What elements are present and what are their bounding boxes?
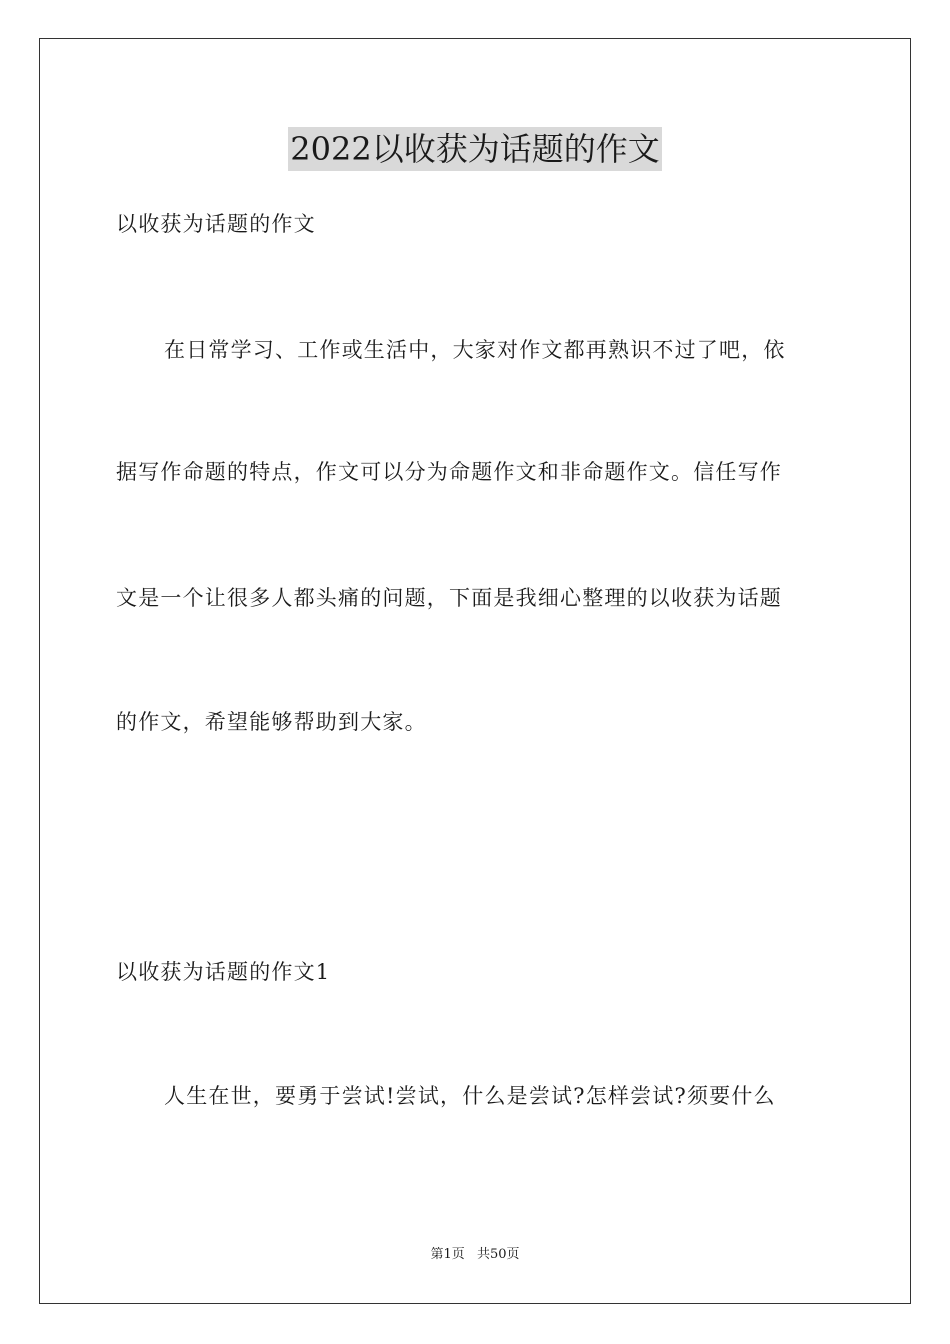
section-heading: 以收获为话题的作文1 (116, 960, 331, 984)
document-subtitle: 以收获为话题的作文 (116, 212, 316, 236)
page-number: 第1页 (430, 1247, 465, 1262)
body-line-1: 人生在世，要勇于尝试!尝试，什么是尝试?怎样尝试?须要什么 (164, 1084, 776, 1108)
title-wrap (0, 127, 950, 171)
page-footer (0, 1246, 950, 1264)
intro-line-3: 文是一个让很多人都头痛的问题，下面是我细心整理的以收获为话题 (116, 586, 782, 610)
intro-line-1: 在日常学习、工作或生活中，大家对作文都再熟识不过了吧，依 (164, 338, 786, 362)
intro-line-4: 的作文，希望能够帮助到大家。 (116, 710, 427, 734)
page-total: 共50页 (476, 1247, 520, 1262)
document-title: 2022以收获为话题的作文 (288, 127, 661, 171)
intro-line-2: 据写作命题的特点，作文可以分为命题作文和非命题作文。信任写作 (116, 460, 782, 484)
